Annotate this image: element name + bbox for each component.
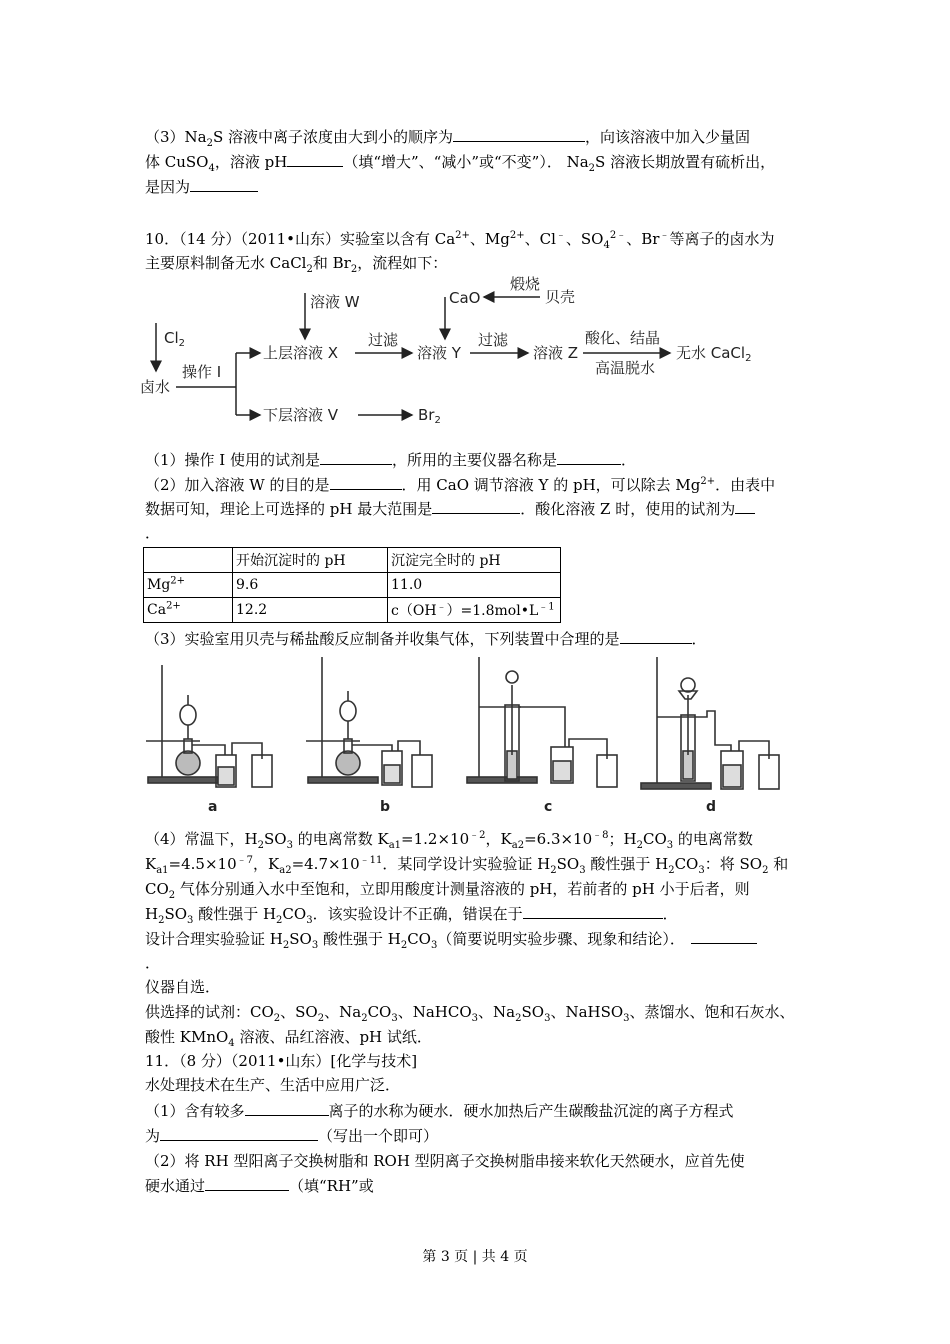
q10-part2: （2）加入溶液 W 的目的是 ．用 CaO 调节溶液 Y 的 pH，可以除去 $Mg^{2+}$．由表中 [145,476,776,494]
q10-part3: （3）实验室用贝壳与稀盐酸反应制备并收集气体，下列装置中合理的是 ． [145,630,707,648]
apparatus-label-b: b [380,799,391,815]
table-cell: 11.0 [388,573,561,598]
label-product: 无水 CaCl$_2$ [676,344,752,364]
label-solution-y: 溶液 Y [417,344,461,362]
answer-blank[interactable] [735,498,755,514]
process-flow-diagram [140,275,780,435]
label-br2: $Br_2$ [418,406,441,426]
label-solution-w: 溶液 W [310,293,360,311]
q10-part1: （1）操作 I 使用的试剂是 ，所用的主要仪器名称是 ． [145,451,637,469]
q10-part4-line3: $CO_2$ 气体分别通入水中至饱和，立即用酸度计测量溶液的 pH，若前者的 pH 小于后者，则 [145,880,750,901]
label-cl2: $Cl_2$ [164,329,186,349]
answer-blank[interactable] [691,928,757,944]
label-filter-1: 过滤 [368,331,399,349]
apparatus-b [306,657,432,787]
q10-heading-line2: 主要原料制备无水 CaCl$_2$和 $Br_2$，流程如下： [145,254,448,275]
q10-part4-line6: ． [145,954,161,972]
apparatus-d [641,657,779,789]
label-calcine: 煅烧 [510,275,541,293]
apparatus-label-d: d [706,799,717,815]
table-cell: 12.2 [233,598,388,623]
label-lower-solution-v: 下层溶液 V [263,406,339,424]
label-cao: CaO [449,289,481,307]
q10-part4-line8: 供选择的试剂：$CO_2$、$SO_2$、$Na_2CO_3$、NaHCO$_3$、$Na_2SO_3$、NaHSO$_3$、蒸馏水、饱和石灰水、 [145,1003,795,1024]
answer-blank[interactable] [432,498,520,514]
answer-blank[interactable] [620,628,692,644]
table-cell: $Ca^{2+}$ [144,598,233,623]
table-header-cell [144,548,233,573]
q10-part4-line2: $K_{a1}=4.5\times 10^{﹣7}$，$K_{a2}=4.7\times 10^{﹣11}$．某同学设计实验验证 $H_2SO_3$ 酸性强于 $H_2CO_3$：将 $SO_2$ 和 [145,855,789,876]
ph-table [143,547,561,623]
apparatus-figure [140,655,820,820]
q10-part4-line5: 设计合理实验验证 $H_2SO_3$ 酸性强于 $H_2CO_3$（简要说明实验步骤、现象和结论）． [145,928,815,950]
label-acidify-crystallize: 酸化、结晶 [585,329,661,347]
q10-part4-line7: 仪器自选． [145,978,221,996]
q10-part4-line9: 酸性 KMnO$_4$ 溶液、品红溶液、pH 试纸． [145,1028,432,1049]
q9-part3-line1: $(3)Na_2S$ 溶液中离子浓度由大到小的顺序为 ，向该溶液中加入少量固 [145,128,751,149]
answer-blank[interactable] [287,151,343,167]
q11-part1: （1）含有较多 离子的水称为硬水．硬水加热后产生碳酸盐沉淀的离子方程式 [145,1102,734,1120]
q11-part1-line2: 为 （写出一个即可） [145,1127,439,1145]
q10-part2-line2: 数据可知，理论上可选择的 pH 最大范围是 ．酸化溶液 Z 时，使用的试剂为 [145,498,815,520]
apparatus-c [467,657,617,787]
label-dehydrate: 高温脱水 [595,359,656,377]
answer-blank[interactable] [190,176,258,192]
table-header-cell: 开始沉淀时的 pH [233,548,388,573]
q10-part4-line1: （4）常温下，$H_2SO_3$ 的电离常数 $K_{a1}=1.2\times 10^{﹣2}$，$K_{a2}=6.3\times 10^{﹣8}$；$H_2CO_3$ 的电离常数 [145,830,753,851]
q10-heading: 10．（14 分）（2011•山东）实验室以含有 $Ca^{2+}$、$Mg^{2+}$、Cl﹣、$SO_4^{2﹣}$、Br﹣等离子的卤水为 [145,230,775,251]
answer-blank[interactable] [245,1100,329,1116]
q10-part4-line4: $H_2SO_3$ 酸性强于 $H_2CO_3$．该实验设计不正确，错误在于 ． [145,905,678,926]
table-header-cell: 沉淀完全时的 pH [388,548,561,573]
answer-blank[interactable] [205,1175,289,1191]
answer-blank[interactable] [320,449,392,465]
label-filter-2: 过滤 [478,331,509,349]
table-cell: $c(OH^﹣)=1.8mol•L^{﹣1}$ [388,598,561,623]
q9-part3-line3: 是因为 [145,176,815,198]
apparatus-label-a: a [208,799,218,815]
q11-part2-line2: 硬水通过 （填“RH”或 [145,1177,374,1195]
answer-blank[interactable] [330,474,402,490]
q11-intro: 水处理技术在生产、生活中应用广泛． [145,1076,401,1094]
q10-part2-line3: ． [145,524,161,542]
label-operation-1: 操作 I [182,363,222,381]
label-solution-z: 溶液 Z [533,344,579,362]
answer-blank[interactable] [557,449,621,465]
table-row [144,598,561,623]
page-footer: 第 3 页 | 共 4 页 [422,1249,528,1265]
q11-part2: （2）将 RH 型阳离子交换树脂和 ROH 型阴离子交换树脂串接来软化天然硬水，应首先使 [145,1152,745,1170]
label-brine: 卤水 [140,378,171,396]
q9-part3-line2: 体 CuSO$_4$，溶液 pH （填“增大”、“减小”或“不变”）． $Na_2S$ 溶液长期放置有硫析出， [145,153,776,174]
label-shell: 贝壳 [545,288,576,306]
table-row [144,548,561,573]
apparatus-a [146,665,272,787]
answer-blank[interactable] [453,126,585,142]
table-cell: $Mg^{2+}$ [144,573,233,598]
q11-heading: 11．（8 分）（2011•山东）[化学与技术] [145,1052,418,1070]
label-upper-solution-x: 上层溶液 X [263,344,339,362]
apparatus-label-c: c [544,799,553,815]
table-cell: 9.6 [233,573,388,598]
answer-blank[interactable] [160,1125,318,1141]
answer-blank[interactable] [523,903,663,919]
table-row [144,573,561,598]
